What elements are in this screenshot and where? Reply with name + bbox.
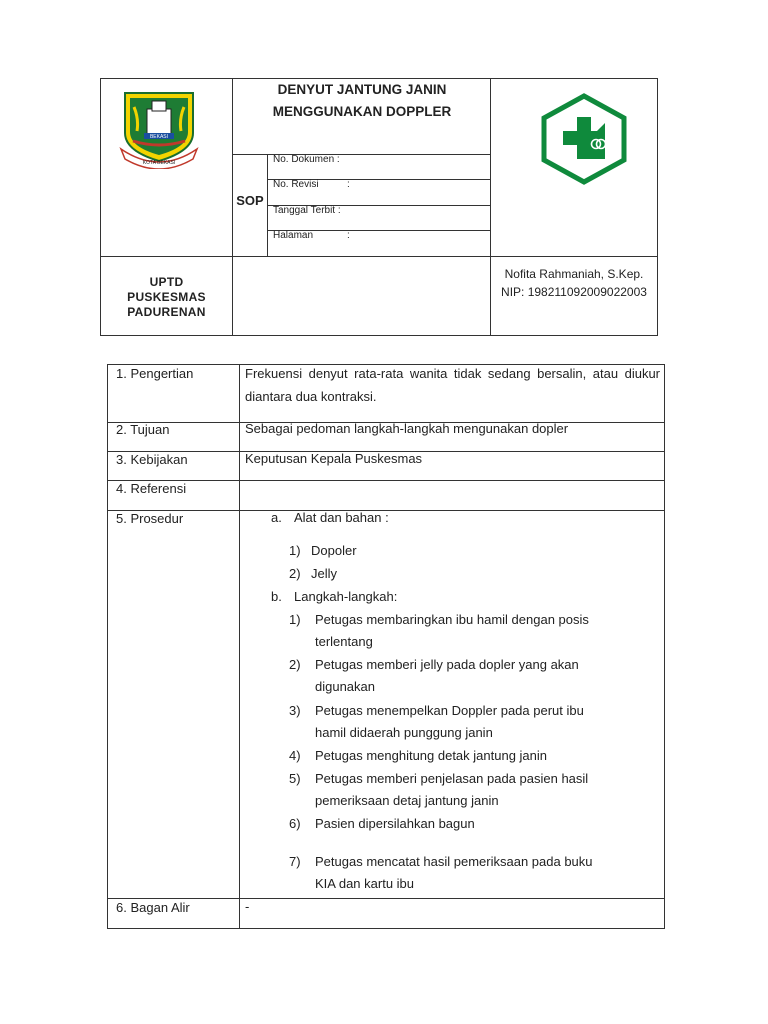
step-number: 7) <box>289 854 301 869</box>
signatory-name: Nofita Rahmaniah, S.Kep. <box>504 267 644 281</box>
step-text-cont: pemeriksaan detaj jantung janin <box>315 793 499 808</box>
row-label-bagan-alir: 6. Bagan Alir <box>116 900 190 915</box>
divider <box>101 256 658 257</box>
prosedur-step <box>289 813 659 836</box>
field-label: No. Dokumen : <box>273 154 340 165</box>
step-text: Petugas memberi jelly pada dopler yang akan <box>315 657 579 672</box>
row-label-kebijakan: 3. Kebijakan <box>116 452 188 467</box>
title-line-2: MENGGUNAKAN DOPPLER <box>272 104 452 119</box>
prosedur-a-item-text: Dopoler <box>311 543 357 558</box>
institution-name <box>101 275 232 320</box>
row-label-pengertian: 1. Pengertian <box>116 366 194 381</box>
step-number: 5) <box>289 771 301 786</box>
step-text: Petugas menempelkan Doppler pada perut ibu <box>315 703 584 718</box>
prosedur-step <box>289 654 659 700</box>
row-text-pengertian: Frekuensi denyut rata-rata wanita tidak sedang bersalin, atau diukur diantara dua kontraksi. <box>245 366 660 404</box>
field-no-dokumen <box>273 154 340 165</box>
step-number: 6) <box>289 816 301 831</box>
sop-header-table <box>100 78 658 336</box>
sop-label: SOP <box>236 193 264 208</box>
prosedur-step <box>289 609 659 655</box>
field-label: Halaman <box>273 230 314 241</box>
step-text: Petugas memberi penjelasan pada pasien hasil <box>315 771 589 786</box>
step-text-cont: KIA dan kartu ibu <box>315 876 415 891</box>
field-tanggal-terbit <box>273 205 341 216</box>
prosedur-step <box>289 851 659 897</box>
kota-bekasi-logo <box>119 89 203 169</box>
step-number: 3) <box>289 703 301 718</box>
row-text-kebijakan: Keputusan Kepala Puskesmas <box>245 451 423 466</box>
prosedur-a-item-text: Jelly <box>311 566 338 581</box>
step-text: Pasien dipersilahkan bagun <box>315 816 475 831</box>
step-number: 1) <box>289 612 301 627</box>
step-number: 4) <box>289 748 301 763</box>
step-text-cont: digunakan <box>315 679 375 694</box>
prosedur-a-item-num: 1) <box>289 543 301 558</box>
institution-line: PADURENAN <box>127 305 206 319</box>
step-number: 2) <box>289 657 301 672</box>
institution-line: UPTD <box>149 275 184 289</box>
svg-text:KOTA BEKASI: KOTA BEKASI <box>142 160 176 166</box>
prosedur-step <box>289 700 659 746</box>
field-separator: : <box>347 179 350 190</box>
prosedur-b-marker: b. <box>271 589 282 604</box>
prosedur-b-heading: Langkah-langkah: <box>294 589 398 604</box>
field-halaman <box>273 230 473 241</box>
prosedur-step <box>289 745 659 768</box>
field-no-revisi <box>273 179 473 190</box>
institution-line: PUSKESMAS <box>127 290 206 304</box>
field-separator: : <box>347 230 350 241</box>
divider <box>108 898 665 899</box>
step-text: Petugas membaringkan ibu hamil dengan posis <box>315 612 589 627</box>
divider <box>239 365 240 929</box>
svg-text:BEKASI: BEKASI <box>149 134 169 140</box>
prosedur-step <box>289 768 659 814</box>
field-label: Tanggal Terbit : <box>273 205 341 216</box>
title-line-1: DENYUT JANTUNG JANIN <box>277 82 447 97</box>
prosedur-a-item-num: 2) <box>289 566 301 581</box>
prosedur-a-marker: a. <box>271 510 282 525</box>
row-label-tujuan: 2. Tujuan <box>116 422 170 437</box>
step-text: Petugas menghitung detak jantung janin <box>315 748 548 763</box>
step-text-cont: hamil didaerah punggung janin <box>315 725 493 740</box>
signatory <box>490 265 658 301</box>
row-text-bagan-alir: - <box>245 899 250 914</box>
signatory-nip: NIP: 198211092009022003 <box>501 285 647 299</box>
step-text-cont: terlentang <box>315 634 373 649</box>
document-title <box>233 79 491 123</box>
puskesmas-logo <box>539 93 629 185</box>
divider <box>232 154 490 155</box>
prosedur-a-heading: Alat dan bahan : <box>294 510 389 525</box>
divider <box>108 480 665 481</box>
row-text-tujuan: Sebagai pedoman langkah-langkah mengunakan dopler <box>245 421 569 436</box>
row-label-prosedur: 5. Prosedur <box>116 511 184 526</box>
row-label-referensi: 4. Referensi <box>116 481 187 496</box>
sop-content-table <box>107 364 665 929</box>
step-text: Petugas mencatat hasil pemeriksaan pada buku <box>315 854 593 869</box>
field-label: No. Revisi <box>273 179 319 190</box>
